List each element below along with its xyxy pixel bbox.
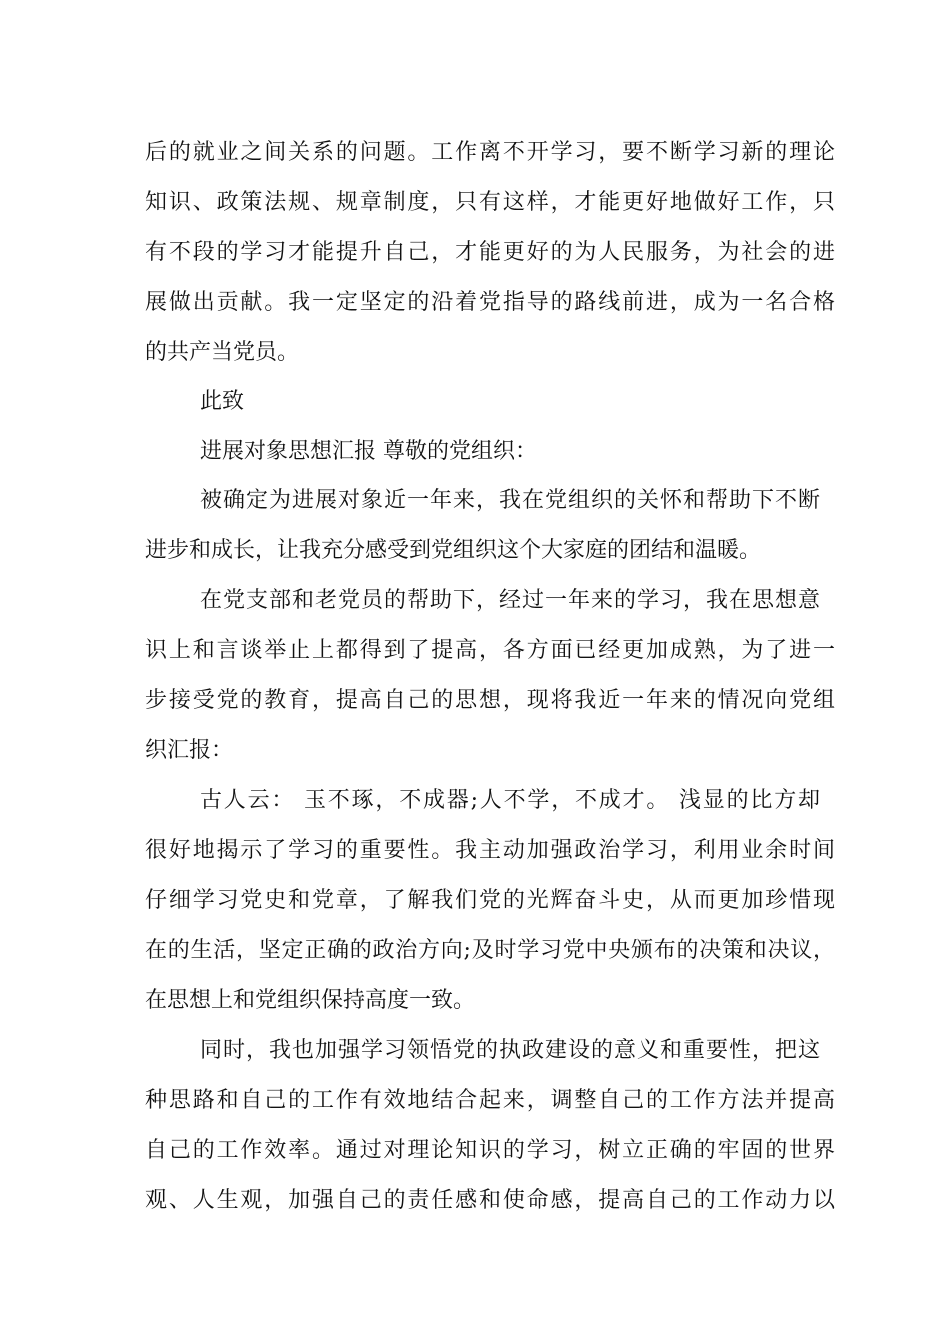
text-line: 古人云： 玉不琢，不成器;人不学，不成才。 浅显的比方却: [200, 788, 820, 813]
text-line: 很好地揭示了学习的重要性。我主动加强政治学习，利用业余时间: [145, 838, 835, 863]
text-line: 知识、政策法规、规章制度，只有这样，才能更好地做好工作，只: [145, 190, 835, 215]
text-line: 被确定为进展对象近一年来，我在党组织的关怀和帮助下不断: [200, 488, 820, 513]
text-line: 织汇报：: [145, 738, 234, 763]
text-line: 的共产当党员。: [145, 340, 300, 365]
text-line: 有不段的学习才能提升自己，才能更好的为人民服务，为社会的进: [145, 240, 835, 265]
text-line: 识上和言谈举止上都得到了提高，各方面已经更加成熟，为了进一: [145, 638, 835, 663]
text-line: 观、人生观，加强自己的责任感和使命感，提高自己的工作动力以: [145, 1188, 835, 1213]
text-line: 步接受党的教育，提高自己的思想，现将我近一年来的情况向党组: [145, 688, 835, 713]
text-line: 仔细学习党史和党章，了解我们党的光辉奋斗史，从而更加珍惜现: [145, 888, 835, 913]
text-line: 后的就业之间关系的问题。工作离不开学习，要不断学习新的理论: [145, 140, 835, 165]
text-line: 展做出贡献。我一定坚定的沿着党指导的路线前进，成为一名合格: [145, 290, 835, 315]
text-line: 在思想上和党组织保持高度一致。: [145, 988, 476, 1013]
text-line: 自己的工作效率。通过对理论知识的学习，树立正确的牢固的世界: [145, 1138, 835, 1163]
text-line: 同时，我也加强学习领悟党的执政建设的意义和重要性，把这: [200, 1038, 820, 1063]
text-line: 在党支部和老党员的帮助下，经过一年来的学习，我在思想意: [200, 588, 820, 613]
text-line: 在的生活，坚定正确的政治方向;及时学习党中央颁布的决策和决议，: [145, 938, 835, 963]
report-heading: 进展对象思想汇报 尊敬的党组织：: [200, 439, 537, 464]
salutation-closing: 此致: [200, 389, 245, 414]
text-line: 种思路和自己的工作有效地结合起来，调整自己的工作方法并提高: [145, 1088, 835, 1113]
text-line: 进步和成长，让我充分感受到党组织这个大家庭的团结和温暖。: [145, 538, 762, 563]
